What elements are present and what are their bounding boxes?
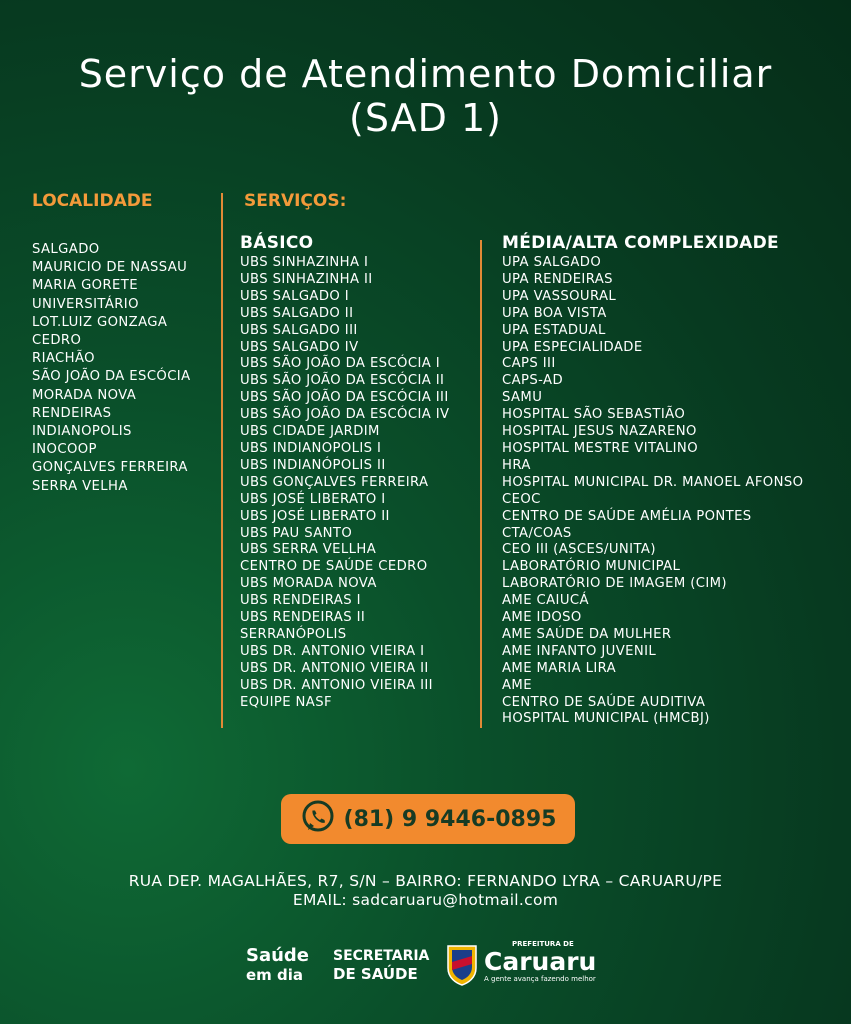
- basico-item: UBS DR. ANTONIO VIEIRA II: [240, 660, 429, 676]
- basico-item: UBS SALGADO II: [240, 305, 354, 321]
- basico-item: UBS DR. ANTONIO VIEIRA I: [240, 643, 425, 659]
- localidade-heading: LOCALIDADE: [32, 191, 153, 211]
- media-alta-item: HRA: [502, 457, 531, 473]
- media-alta-item: UPA BOA VISTA: [502, 305, 607, 321]
- basico-item: SERRANÓPOLIS: [240, 626, 347, 642]
- phone-number: (81) 9 9446-0895: [343, 806, 557, 832]
- media-alta-item: HOSPITAL SÃO SEBASTIÃO: [502, 407, 686, 423]
- basico-item: UBS RENDEIRAS II: [240, 610, 366, 626]
- basico-item: UBS PAU SANTO: [240, 525, 353, 541]
- localidade-item: INDIANOPOLIS: [32, 424, 132, 440]
- media-alta-item: UPA RENDEIRAS: [502, 271, 613, 287]
- basico-item: UBS SINHAZINHA II: [240, 271, 373, 287]
- basico-item: UBS GONÇALVES FERREIRA: [240, 474, 429, 490]
- media-alta-item: CTA/COAS: [502, 525, 572, 541]
- localidade-item: CEDRO: [32, 333, 82, 349]
- media-alta-item: UPA ESPECIALIDADE: [502, 339, 643, 355]
- localidade-item: UNIVERSITÁRIO: [32, 296, 139, 312]
- localidade-list: [32, 241, 191, 496]
- localidade-item: RIACHÃO: [32, 351, 95, 367]
- localidade-item: SERRA VELHA: [32, 478, 128, 494]
- media-alta-item: CEOC: [502, 491, 541, 507]
- media-alta-heading: MÉDIA/ALTA COMPLEXIDADE: [502, 233, 779, 253]
- media-alta-item: CAPS III: [502, 356, 556, 372]
- media-alta-item: HOSPITAL MUNICIPAL (HMCBJ): [502, 711, 710, 727]
- media-alta-item: CENTRO DE SAÚDE AUDITIVA: [502, 694, 706, 710]
- basico-heading: BÁSICO: [240, 233, 314, 253]
- basico-item: UBS INDIANÓPOLIS II: [240, 457, 386, 473]
- basico-item: UBS MORADA NOVA: [240, 576, 377, 592]
- divider-left: [221, 193, 223, 728]
- media-alta-item: UPA SALGADO: [502, 255, 602, 270]
- localidade-item: MARIA GORETE: [32, 278, 138, 294]
- whatsapp-icon: [300, 799, 336, 840]
- basico-item: UBS SERRA VELLHA: [240, 542, 377, 558]
- media-alta-item: HOSPITAL MUNICIPAL DR. MANOEL AFONSO: [502, 474, 804, 490]
- basico-item: UBS CIDADE JARDIM: [240, 424, 380, 440]
- media-alta-item: SAMU: [502, 390, 543, 406]
- media-alta-item: CENTRO DE SAÚDE AMÉLIA PONTES: [502, 508, 752, 524]
- basico-item: UBS SALGADO III: [240, 322, 358, 338]
- localidade-item: LOT.LUIZ GONZAGA: [32, 314, 168, 330]
- address-text: RUA DEP. MAGALHÃES, R7, S/N – BAIRRO: FERNANDO LYRA – CARUARU/PE: [128, 872, 723, 890]
- divider-right: [480, 240, 482, 728]
- media-alta-item: HOSPITAL JESUS NAZARENO: [502, 424, 697, 440]
- localidade-item: RENDEIRAS: [32, 405, 112, 421]
- media-alta-item: LABORATÓRIO DE IMAGEM (CIM): [502, 576, 727, 592]
- localidade-item: MORADA NOVA: [32, 387, 137, 403]
- media-alta-item: HOSPITAL MESTRE VITALINO: [502, 440, 698, 456]
- localidade-item: INOCOOP: [32, 442, 97, 458]
- media-alta-item: CEO III (ASCES/UNITA): [502, 542, 656, 558]
- title-line-2: (SAD 1): [349, 96, 502, 140]
- basico-item: UBS JOSÉ LIBERATO I: [240, 491, 386, 507]
- basico-item: UBS SALGADO IV: [240, 339, 359, 355]
- basico-item: UBS SÃO JOÃO DA ESCÓCIA II: [240, 373, 445, 389]
- media-alta-item: AME MARIA LIRA: [502, 660, 617, 676]
- media-alta-item: AME INFANTO JUVENIL: [502, 643, 657, 659]
- basico-item: UBS SÃO JOÃO DA ESCÓCIA III: [240, 390, 449, 406]
- basico-item: UBS SINHAZINHA I: [240, 255, 369, 270]
- localidade-item: GONÇALVES FERREIRA: [32, 460, 188, 476]
- servicos-heading: SERVIÇOS:: [244, 191, 347, 211]
- media-alta-list: [502, 255, 803, 728]
- media-alta-item: UPA ESTADUAL: [502, 322, 606, 338]
- media-alta-item: AME IDOSO: [502, 610, 582, 626]
- basico-item: CENTRO DE SAÚDE CEDRO: [240, 559, 428, 575]
- basico-item: UBS JOSÉ LIBERATO II: [240, 508, 390, 524]
- basico-item: UBS RENDEIRAS I: [240, 593, 361, 609]
- media-alta-item: UPA VASSOURAL: [502, 288, 617, 304]
- media-alta-item: AME CAIUCÁ: [502, 593, 589, 609]
- basico-item: UBS SÃO JOÃO DA ESCÓCIA I: [240, 356, 441, 372]
- email-text: EMAIL: sadcaruaru@hotmail.com: [292, 891, 559, 909]
- basico-item: UBS SALGADO I: [240, 288, 350, 304]
- footer-logos: Saúde em dia SECRETARIA DE SAÚDE PREFEITURA DE Caruaru A gente avança fazendo melhor: [0, 942, 851, 992]
- title-line-1: Serviço de Atendimento Domiciliar: [78, 52, 773, 96]
- basico-item: UBS SÃO JOÃO DA ESCÓCIA IV: [240, 407, 450, 423]
- basico-item: UBS DR. ANTONIO VIEIRA III: [240, 677, 433, 693]
- phone-badge[interactable]: [281, 794, 575, 844]
- media-alta-item: CAPS-AD: [502, 373, 563, 389]
- caruaru-crest-icon: [446, 942, 478, 991]
- media-alta-item: AME SAÚDE DA MULHER: [502, 626, 672, 642]
- media-alta-item: LABORATÓRIO MUNICIPAL: [502, 559, 681, 575]
- localidade-item: SALGADO: [32, 242, 100, 257]
- media-alta-item: AME: [502, 677, 532, 693]
- localidade-item: SÃO JOÃO DA ESCÓCIA: [32, 369, 191, 385]
- basico-list: [240, 255, 449, 711]
- basico-item: UBS INDIANOPOLIS I: [240, 440, 382, 456]
- basico-item: EQUIPE NASF: [240, 694, 332, 710]
- localidade-item: MAURICIO DE NASSAU: [32, 260, 188, 276]
- page-title: [0, 52, 851, 140]
